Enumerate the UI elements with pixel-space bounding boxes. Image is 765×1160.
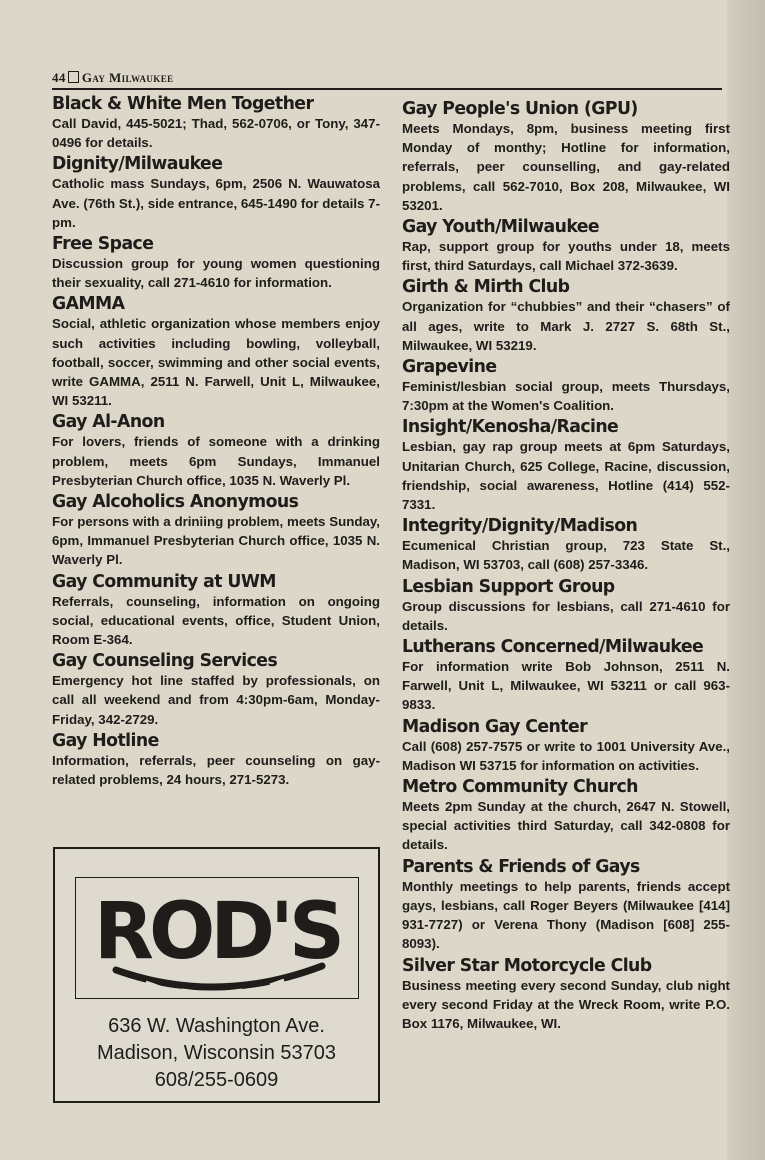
listing-title: Insight/Kenosha/Racine: [402, 416, 619, 438]
listing-entry: [402, 515, 730, 574]
listing-entry: [52, 571, 380, 650]
listing-entry: [402, 98, 730, 215]
listing-entry: [402, 776, 730, 855]
listing-description: Meets 2pm Sunday at the church, 2647 N. Stowell, special activities third Saturday, call 342-0808 for details.: [402, 799, 730, 853]
listing-entry: [402, 636, 730, 715]
listing-entry: [52, 233, 380, 292]
listing-title: Silver Star Motorcycle Club: [402, 954, 652, 976]
listing-description: Call David, 445-5021; Thad, 562-0706, or Tony, 347-0496 for details.: [52, 116, 380, 151]
listing-title: Grapevine: [402, 356, 497, 378]
listing-description: For persons with a driniing problem, meets Sunday, 6pm, Immanuel Presbyterian Church office, 1035 N. Waverly Pl.: [52, 514, 380, 568]
publication-title: Gay Milwaukee: [81, 70, 174, 85]
listing-title: Gay People's Union (GPU): [402, 98, 638, 119]
header-rule: [52, 88, 722, 90]
listing-description: Call (608) 257-7575 or write to 1001 University Ave., Madison WI 53715 for information on activities.: [402, 738, 730, 773]
listing-description: Organization for “chubbies” and their “chasers” of all ages, write to Mark J. 2727 S. 68th St., Milwaukee, WI 53219.: [402, 299, 730, 353]
listing-entry: [52, 153, 380, 232]
listing-description: Rap, support group for youths under 18, meets first, third Saturdays, call Michael 372-3639.: [402, 239, 730, 274]
listing-description: Monthly meetings to help parents, friends accept gays, lesbians, call Roger Beyers (Milwaukee [414] 931-7727) or Verena Thony (Madison [608] 255-8093).: [402, 878, 730, 952]
listing-description: Business meeting every second Sunday, club night every second Friday at the Wreck Room, write P.O. Box 1176, Milwaukee, WI.: [402, 977, 730, 1031]
ad-address: 636 W. Washington Ave.: [108, 1015, 325, 1037]
listing-title: Lutherans Concerned/Milwaukee: [402, 636, 704, 658]
listing-description: Ecumenical Christian group, 723 State St., Madison, WI 53703, call (608) 257-3346.: [402, 538, 730, 573]
listing-description: Emergency hot line staffed by professionals, on call all weekend and from 4:30pm-6am, Monday-Friday, 342-2729.: [52, 673, 380, 727]
listing-entry: [402, 216, 730, 275]
listing-title: Gay Community at UWM: [52, 570, 276, 592]
rods-advertisement: [53, 847, 380, 1103]
listing-title: GAMMA: [52, 293, 125, 315]
ad-phone: 608/255-0609: [154, 1069, 279, 1091]
listing-description: Lesbian, gay rap group meets at 6pm Saturdays, Unitarian Church, 625 College, Racine, discussion, friendship, social awareness, Hotline (414) 552-7331.: [402, 439, 730, 513]
listing-entry: [402, 416, 730, 514]
listing-description: Discussion group for young women questioning their sexuality, call 271-4610 for information.: [52, 256, 380, 291]
left-column: [52, 93, 380, 790]
logo-frame: [75, 877, 359, 999]
right-column: [402, 98, 730, 1034]
listing-title: Gay Counseling Services: [52, 650, 278, 672]
listing-title: Free Space: [52, 233, 154, 255]
listing-description: For information write Bob Johnson, 2511 N. Farwell, Unit L, Milwaukee, WI 53211 or call 963-9833.: [402, 659, 730, 713]
listing-description: Meets Mondays, 8pm, business meeting first Monday of monthy; Hotline for information, referrals, peer counselling, and gay-related problems, call 562-7010, Box 208, Milwaukee, WI 53201.: [402, 121, 730, 213]
listing-entry: [52, 730, 380, 789]
running-head: [52, 70, 722, 90]
listing-entry: [52, 650, 380, 729]
listing-title: Black & White Men Together: [52, 93, 314, 114]
listing-entry: [402, 276, 730, 355]
listing-title: Parents & Friends of Gays: [402, 855, 640, 877]
listing-title: Lesbian Support Group: [402, 575, 615, 597]
listing-title: Metro Community Church: [402, 776, 638, 798]
listing-title: Dignity/Milwaukee: [52, 153, 223, 175]
listing-entry: [402, 856, 730, 954]
listing-description: Feminist/lesbian social group, meets Thursdays, 7:30pm at the Women's Coalition.: [402, 379, 730, 414]
listing-description: Referrals, counseling, information on ongoing social, educational events, office, Student Union, Room E-364.: [52, 593, 380, 648]
listing-title: Madison Gay Center: [402, 715, 588, 737]
listing-entry: [52, 411, 380, 490]
listing-description: Catholic mass Sundays, 6pm, 2506 N. Wauwatosa Ave. (76th St.), side entrance, 645-1490 for details 7-pm.: [52, 176, 380, 230]
listing-description: Information, referrals, peer counseling on gay-related problems, 24 hours, 271-5273.: [52, 752, 380, 788]
page-number: 44: [52, 70, 66, 85]
listing-title: Girth & Mirth Club: [402, 276, 570, 298]
listing-entry: [52, 491, 380, 570]
listing-description: Social, athletic organization whose members enjoy such activities including bowling, volleyball, football, soccer, swimming and other social events, write GAMMA, 2511 N. Farwell, Unit L, Milwaukee, WI 53211.: [52, 316, 380, 409]
listing-description: For lovers, friends of someone with a drinking problem, meets 6pm Sundays, Immanuel Presbyterian Church office, 1035 N. Waverly Pl.: [52, 434, 380, 488]
listing-title: Gay Al-Anon: [52, 411, 165, 433]
listing-description: Group discussions for lesbians, call 271-4610 for details.: [402, 598, 730, 633]
ad-city: Madison, Wisconsin 53703: [96, 1042, 336, 1064]
listing-title: Integrity/Dignity/Madison: [402, 515, 638, 537]
listing-entry: [402, 716, 730, 775]
listing-entry: [402, 356, 730, 415]
page-edge: [727, 0, 765, 1160]
square-ornament-icon: [68, 71, 79, 83]
listing-entry: [402, 576, 730, 635]
listing-title: Gay Youth/Milwaukee: [402, 216, 600, 238]
listing-title: Gay Alcoholics Anonymous: [52, 491, 299, 513]
listing-entry: [52, 293, 380, 410]
rods-logo: [76, 878, 358, 998]
listing-title: Gay Hotline: [52, 729, 159, 751]
listing-entry: [402, 955, 730, 1034]
logo-text: ROD'S: [93, 887, 341, 977]
listing-entry: [52, 93, 380, 152]
